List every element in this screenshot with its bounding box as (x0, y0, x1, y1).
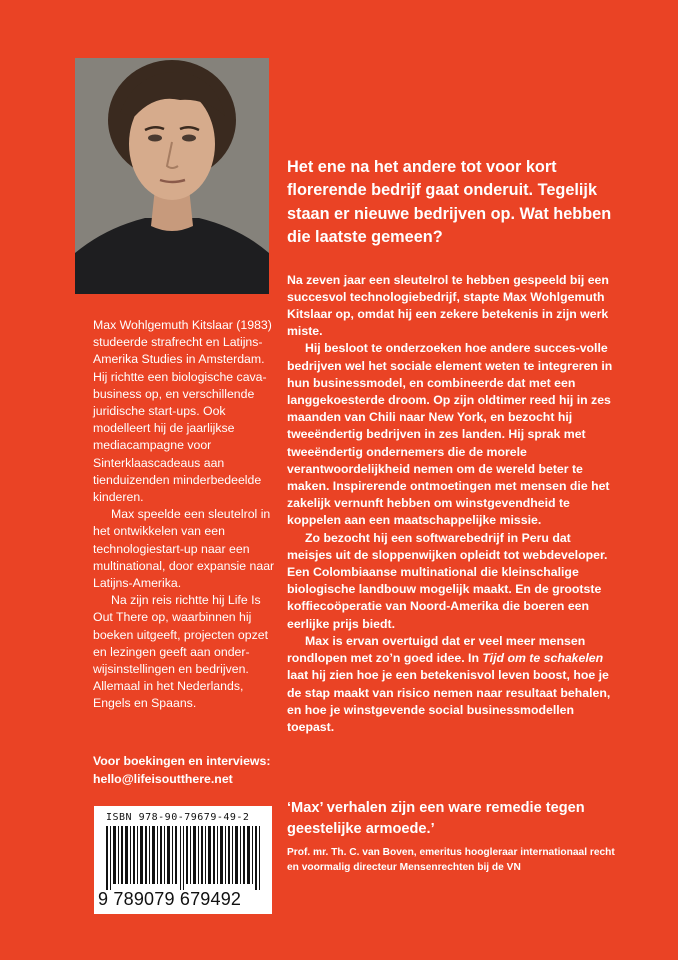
isbn-barcode (94, 806, 272, 914)
lead-text: Het ene na het andere tot voor kort florerende bedrijf gaat onderuit. Tegelijk staan er nieuwe bedrijven op. Wat hebben die laatste gemeen? (287, 158, 612, 247)
book-title: Tijd om te schakelen (482, 651, 604, 666)
author-photo (75, 58, 269, 294)
contact-info (93, 753, 293, 788)
contact-label: Voor boekingen en interviews: (93, 754, 271, 768)
author-bio (93, 317, 278, 713)
body-paragraph (287, 633, 613, 736)
quote-text: ‘Max’ verhalen zijn een ware remedie tegen geestelijke armoede.’ (287, 800, 585, 837)
bio-paragraph: Max Wohlgemuth Kitslaar (1983) studeerde strafrecht en Latijns-Amerika Studies in Amsterdam. Hij richtte een biologische cava-business op, en verschillende juridische start-ups. Ook modelleert hij de jaarlijkse mediacampagne voor Sinterklaascadeaus aan tienduizenden minderbedeelde kinderen. (93, 318, 272, 505)
body-text: laat hij zien hoe je een betekenisvol leven boost, hoe je de stap maakt van risico nemen naar resultaat behalen, en hoe je winstgevende social businessmodellen toepast. (287, 668, 611, 734)
body-paragraph: Zo bezocht hij een softwarebedrijf in Peru dat meisjes uit de sloppenwijken opleidt tot webdeveloper. Een Colombiaanse multinational die kleinschalige biologische landbouw mogelijk maakt. En de grootste koffiecoöperatie van Noord-Amerika die boeren een eerlijke prijs biedt. (287, 530, 608, 631)
blurb (287, 156, 613, 736)
barcode-icon (104, 826, 262, 890)
isbn-label: ISBN 978-90-79679-49-2 (106, 812, 250, 823)
blurb-body (287, 272, 613, 736)
endorsement-quote (287, 798, 617, 875)
barcode-number: 9 789079 679492 (98, 889, 242, 909)
body-paragraph: Na zeven jaar een sleutelrol te hebben gespeeld bij een succesvol technologiebedrijf, stapte Max Wohlgemuth Kitslaar op, omdat hij een zekere betekenis in zijn werk miste. (287, 272, 609, 339)
bio-paragraph: Max speelde een sleutelrol in het ontwikkelen van een technologiestart-up naar een multinational, door expansie naar Latijns-Amerika. (93, 507, 275, 591)
contact-email: hello@lifeisoutthere.net (93, 771, 233, 786)
quote-source: Prof. mr. Th. C. van Boven, emeritus hoogleraar internationaal recht en voormalig directeur Mensenrechten bij de VN (287, 847, 615, 873)
body-paragraph: Hij besloot te onderzoeken hoe andere succes-volle bedrijven wel het sociale element weten te integreren in hun businessmodel, en combineerde dat met een langgekoesterde droom. Op zijn oldtimer reed hij in zes maanden van Chili naar New York, en bezocht hij tweeëndertig bedrijven in zes landen. Hij sprak met tweeëndertig ondernemers die de morele verantwoordelijkheid nemen om de wereld beter te maken. Inspirerende ontmoetingen met mensen die het zakelijk vernunft hebben om winstgevendheid te koppelen aan een maatschappelijke missie. (287, 341, 613, 528)
body-text: Max is ervan overtuigd dat er veel meer mensen rondlopen met zo’n goed idee. In (287, 633, 586, 666)
bio-paragraph: Na zijn reis richtte hij Life Is Out There op, waarbinnen hij boeken uitgeeft, projecten opzet en lezingen geeft aan onder-wijsinstellingen en bedrijven. Allemaal in het Nederlands, Engels en Spaans. (93, 593, 269, 711)
